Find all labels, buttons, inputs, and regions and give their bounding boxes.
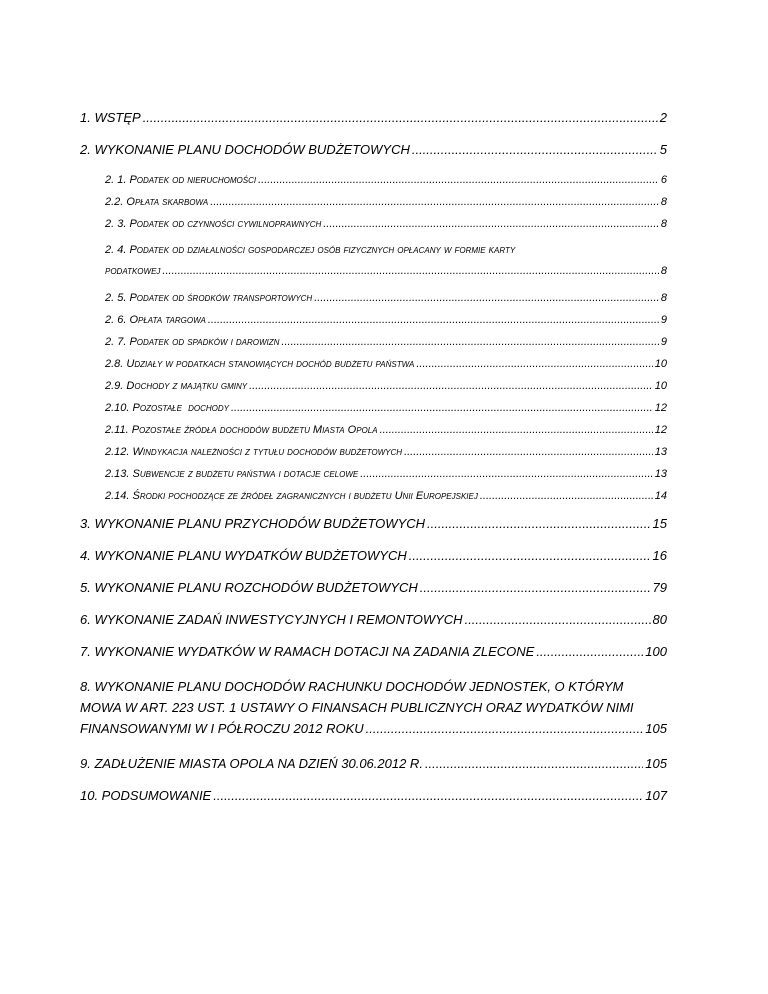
toc-subentry-2-7[interactable]: [80, 336, 667, 348]
toc-page-number: 10: [654, 380, 667, 392]
dot-leader: [404, 446, 653, 458]
toc-page-number: 12: [654, 402, 667, 414]
dot-leader: [143, 110, 658, 125]
toc-entry-title: 2. WYKONANIE PLANU DOCHODÓW BUDŻETOWYCH: [80, 142, 410, 157]
toc-entry-title: 6. WYKONANIE ZADAŃ INWESTYCYJNYCH I REMONTOWYCH: [80, 612, 463, 627]
toc-subentry-title: 2. 1. Podatek od nieruchomości: [105, 174, 257, 186]
toc-subentry-title: 2. 7. Podatek od spadków i darowizn: [105, 336, 280, 348]
toc-page-number: 16: [652, 548, 667, 563]
toc-subentry-2-13[interactable]: [80, 468, 667, 480]
toc-page-number: 12: [654, 424, 667, 436]
dot-leader: [427, 516, 651, 531]
toc-entry-rachunek-dochodow[interactable]: [80, 676, 667, 739]
dot-leader: [281, 336, 658, 348]
toc-entry-title: 1. WSTĘP: [80, 110, 141, 125]
toc-subentry-2-11[interactable]: [80, 424, 667, 436]
toc-subentry-title: 2. 6. Opłata targowa: [105, 314, 206, 326]
toc-subentry-2-8[interactable]: [80, 358, 667, 370]
toc-entry-title: 10. PODSUMOWANIE: [80, 788, 212, 803]
toc-entry-wydatki[interactable]: [80, 548, 667, 563]
toc-subentry-2-9[interactable]: [80, 380, 667, 392]
toc-entry-dochody[interactable]: [80, 142, 667, 157]
toc-entry-title: 4. WYKONANIE PLANU WYDATKÓW BUDŻETOWYCH: [80, 548, 407, 563]
toc-subentry-2-2[interactable]: [80, 196, 667, 208]
toc-entry-title-line1: 8. WYKONANIE PLANU DOCHODÓW RACHUNKU DOCHODÓW JEDNOSTEK, O KTÓRYM: [80, 679, 624, 694]
toc-subentry-title: 2.2. Opłata skarbowa: [105, 196, 209, 208]
toc-page-number: 5: [659, 142, 667, 157]
toc-page-number: 107: [645, 788, 667, 803]
toc-page-number: 13: [654, 468, 667, 480]
toc-subentry-2-5[interactable]: [80, 292, 667, 304]
dot-leader: [420, 580, 651, 595]
dot-leader: [314, 292, 659, 304]
table-of-contents: [80, 110, 667, 820]
toc-entry-title: 3. WYKONANIE PLANU PRZYCHODÓW BUDŻETOWYCH: [80, 516, 426, 531]
toc-subentry-title: 2. 3. Podatek od czynności cywilnoprawnych: [105, 218, 322, 230]
toc-page-number: 79: [652, 580, 667, 595]
toc-page-number: 105: [645, 721, 667, 736]
dot-leader: [258, 174, 659, 186]
toc-entry-title: 9. ZADŁUŻENIE MIASTA OPOLA NA DZIEŃ 30.06.2012 R.: [80, 756, 423, 771]
toc-subentry-2-4[interactable]: [80, 240, 667, 282]
toc-subentry-title: 2.12. Windykacja należności z tytułu dochodów budżetowych: [105, 446, 403, 458]
dot-leader: [416, 358, 652, 370]
toc-entry-title: 5. WYKONANIE PLANU ROZCHODÓW BUDŻETOWYCH: [80, 580, 418, 595]
toc-entry-title-line2: MOWA W ART. 223 UST. 1 USTAWY O FINANSACH PUBLICZNYCH ORAZ WYDATKÓW NIMI: [80, 700, 634, 715]
dot-leader: [536, 644, 643, 659]
dot-leader: [210, 196, 659, 208]
toc-page-number: 100: [645, 644, 667, 659]
toc-subentry-2-1[interactable]: [80, 174, 667, 186]
toc-page-number: 105: [645, 756, 667, 771]
toc-page-number: 80: [652, 612, 667, 627]
dot-leader: [208, 314, 659, 326]
toc-subentry-title: 2. 5. Podatek od środków transportowych: [105, 292, 313, 304]
toc-entry-wstep[interactable]: [80, 110, 667, 125]
toc-subentry-2-3[interactable]: [80, 218, 667, 230]
toc-page-number: 8: [660, 218, 667, 230]
toc-page-number: 8: [660, 265, 667, 277]
toc-page-number: 8: [660, 292, 667, 304]
toc-entry-dotacje[interactable]: [80, 644, 667, 659]
toc-page-number: 9: [660, 336, 667, 348]
toc-page-number: 2: [659, 110, 667, 125]
toc-entry-zadluzenie[interactable]: [80, 756, 667, 771]
toc-page-number: 15: [652, 516, 667, 531]
dot-leader: [162, 261, 658, 282]
toc-page-number: 13: [654, 446, 667, 458]
toc-subentry-2-6[interactable]: [80, 314, 667, 326]
toc-page-number: 9: [660, 314, 667, 326]
toc-page-number: 10: [654, 358, 667, 370]
dot-leader: [425, 756, 643, 771]
toc-entry-podsumowanie[interactable]: [80, 788, 667, 803]
toc-subentry-title: 2.9. Dochody z majątku gminy: [105, 380, 248, 392]
dot-leader: [366, 718, 644, 739]
toc-subentry-2-12[interactable]: [80, 446, 667, 458]
toc-subentry-title: 2.14. Środki pochodzące ze źródeł zagranicznych i budżetu Unii Europejskiej: [105, 490, 478, 502]
toc-entry-przychody[interactable]: [80, 516, 667, 531]
toc-page-number: 6: [660, 174, 667, 186]
dot-leader: [480, 490, 653, 502]
toc-subentry-title: 2.13. Subwencje z budżetu państwa i dotacje celowe: [105, 468, 359, 480]
dot-leader: [409, 548, 651, 563]
toc-subentry-2-14[interactable]: [80, 490, 667, 502]
toc-subentry-2-10[interactable]: [80, 402, 667, 414]
dot-leader: [380, 424, 653, 436]
toc-entry-title-line3: FINANSOWANYMI W I PÓŁROCZU 2012 ROKU ..... 105: [80, 718, 667, 739]
toc-subentry-title-line2: podatkowej ..... 8: [105, 261, 667, 282]
toc-page-number: 14: [654, 490, 667, 502]
toc-subentry-title-line1: 2. 4. Podatek od działalności gospodarczej osób fizycznych opłacany w formie karty: [105, 244, 516, 256]
toc-page-number: 8: [660, 196, 667, 208]
toc-entry-inwestycje[interactable]: [80, 612, 667, 627]
dot-leader: [323, 218, 659, 230]
dot-leader: [465, 612, 651, 627]
dot-leader: [360, 468, 653, 480]
toc-entry-title: 7. WYKONANIE WYDATKÓW W RAMACH DOTACJI NA ZADANIA ZLECONE: [80, 644, 535, 659]
dot-leader: [412, 142, 658, 157]
dot-leader: [249, 380, 653, 392]
toc-entry-rozchody[interactable]: [80, 580, 667, 595]
dot-leader: [231, 402, 653, 414]
toc-subentry-title: 2.8. Udziały w podatkach stanowiących dochód budżetu państwa: [105, 358, 415, 370]
dot-leader: [213, 788, 643, 803]
toc-subentry-title: 2.10. Pozostałe dochody: [105, 402, 229, 414]
toc-subentry-title: 2.11. Pozostałe źródła dochodów budżetu Miasta Opola: [105, 424, 378, 436]
